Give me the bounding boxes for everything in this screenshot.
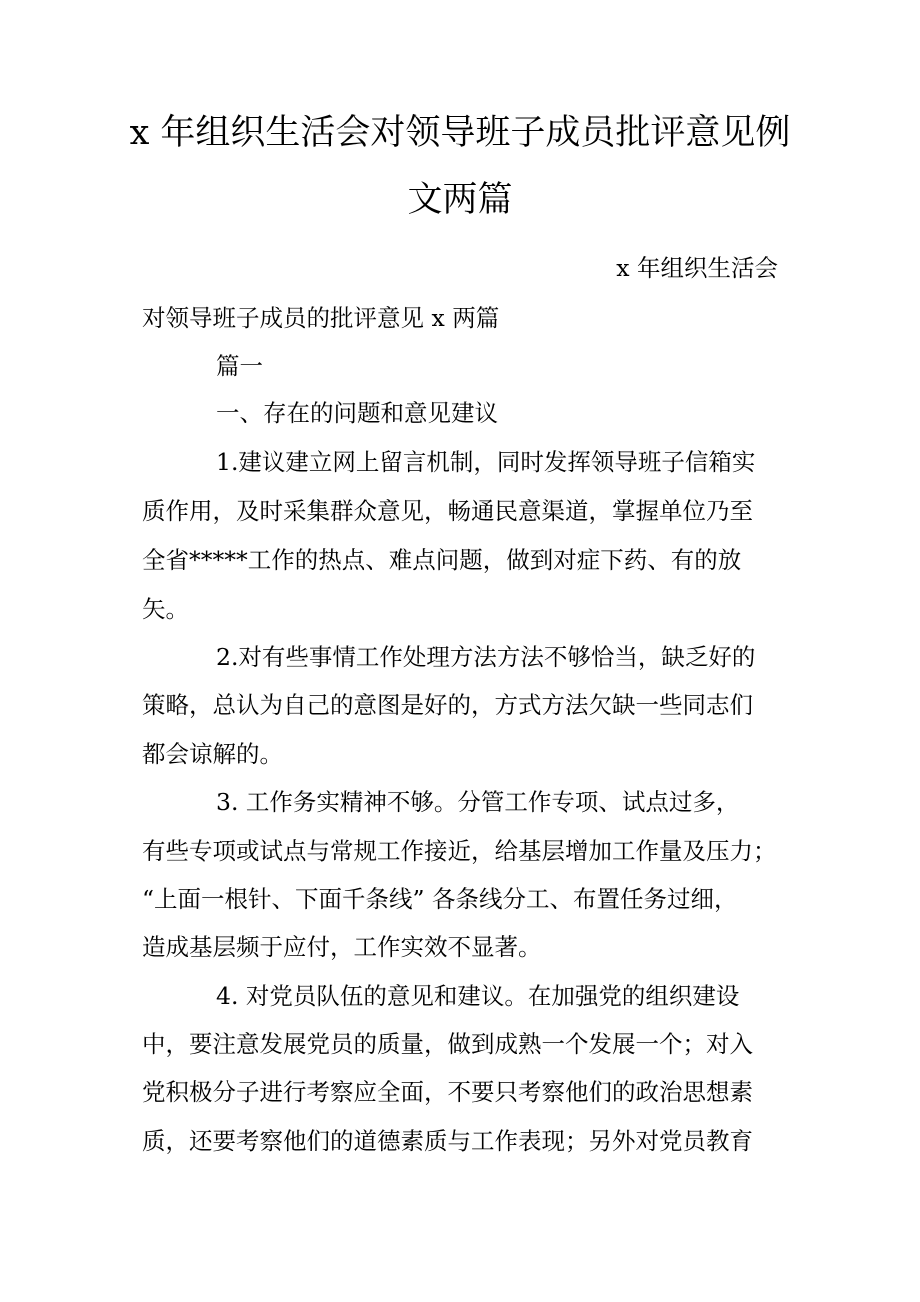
paragraph-text: 矢。: [142, 595, 189, 623]
paragraph-text: 中，要注意发展党员的质量，做到成熟一个发展一个；对入: [142, 1030, 753, 1058]
paragraph-text: 4. 对党员队伍的意见和建议。在加强党的组织建设: [216, 982, 740, 1010]
paragraph-text: 2.对有些事情工作处理方法方法不够恰当，缺乏好的: [216, 643, 756, 671]
paragraph-text: 质作用，及时采集群众意见，畅通民意渠道，掌握单位乃至: [142, 497, 753, 525]
paragraph-text: 3. 工作务实精神不够。分管工作专项、试点过多，: [216, 788, 740, 816]
section-label: 篇一: [216, 352, 263, 380]
document-title-line-1: x 年组织生活会对领导班子成员批评意见例: [129, 113, 791, 153]
paragraph-text: 1.建议建立网上留言机制，同时发挥领导班子信箱实: [216, 448, 756, 476]
paragraph-text: 策略，总认为自己的意图是好的，方式方法欠缺一些同志们: [142, 691, 753, 719]
document-title-line-2: 文两篇: [407, 180, 513, 220]
subtitle-right: x 年组织生活会: [616, 254, 778, 282]
paragraph-text: 质，还要考察他们的道德素质与工作表现；另外对党员教育: [142, 1127, 753, 1155]
paragraph-text: 全省*****工作的热点、难点问题，做到对症下药、有的放: [142, 546, 742, 574]
paragraph-text: 造成基层频于应付，工作实效不显著。: [142, 933, 542, 961]
paragraph-text: “上面一根针、下面千条线” 各条线分工、布置任务过细，: [142, 885, 738, 913]
subtitle-left: 对领导班子成员的批评意见 x 两篇: [142, 304, 500, 332]
paragraph-text: 党积极分子进行考察应全面，不要只考察他们的政治思想素: [142, 1078, 753, 1106]
section-heading: 一、存在的问题和意见建议: [216, 399, 498, 427]
paragraph-text: 有些专项或试点与常规工作接近，给基层增加工作量及压力；: [142, 837, 777, 865]
paragraph-text: 都会谅解的。: [142, 740, 283, 768]
